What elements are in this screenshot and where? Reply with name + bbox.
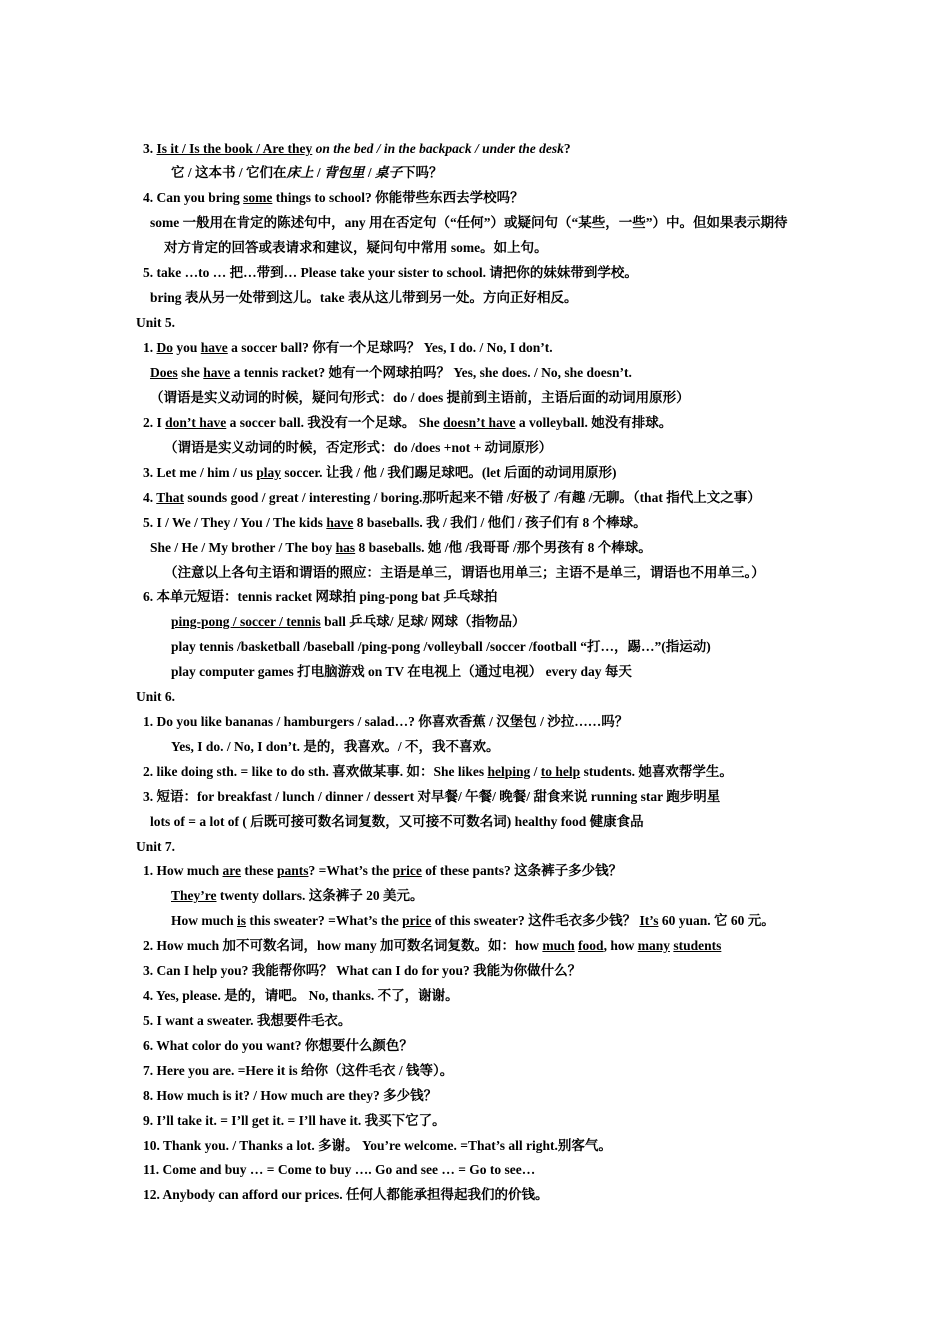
underlined-text: some [243, 190, 273, 205]
underlined-text: helping [487, 764, 531, 779]
text-run: 8 baseballs. 她 /他 /我哥哥 /那个男孩有 8 个棒球。 [355, 540, 652, 555]
text-run: 对方肯定的回答或表请求和建议，疑问句中常用 some。如上句。 [164, 240, 548, 255]
text-line [143, 140, 571, 158]
text-run: you [173, 340, 201, 355]
text-line [143, 1137, 612, 1155]
text-line [171, 613, 526, 631]
text-run: twenty dollars. 这条裤子 20 美元。 [216, 888, 424, 903]
text-run: 2. How much 加不可数名词，how many 加可数名词复数。如：how [143, 938, 543, 953]
text-run: Unit 7. [136, 839, 176, 854]
text-line [143, 987, 459, 1005]
text-line [143, 788, 720, 806]
underlined-text: pants [277, 863, 309, 878]
text-line [164, 564, 765, 582]
text-line [143, 514, 647, 532]
text-run: 2. like doing sth. = like to do sth. 喜欢做某事. 如：She likes [143, 764, 488, 779]
text-line [143, 962, 581, 980]
underlined-text: It’s [639, 913, 659, 928]
text-run: lots of = a lot of ( 后既可接可数名词复数，又可接不可数名词) healthy food 健康食品 [150, 814, 644, 829]
text-line [143, 339, 553, 357]
text-run: 11. Come and buy … = Come to buy …. Go and see … = Go to see… [143, 1162, 536, 1177]
text-run: ? [563, 141, 571, 156]
text-run: this sweater? =What’s the [246, 913, 403, 928]
text-run: 3. Let me / him / us [143, 465, 257, 480]
text-run: play tennis /basketball /baseball /ping-pong /volleyball /soccer /football “打…，踢…”(指运动) [171, 639, 711, 654]
text-line [143, 937, 721, 955]
text-run: these [241, 863, 278, 878]
text-run: Unit 5. [136, 315, 176, 330]
text-run: students. 她喜欢帮学生。 [580, 764, 733, 779]
underlined-text: Is it / Is the book / Are they [156, 141, 313, 156]
text-run: 4. [143, 490, 157, 505]
underlined-text: food [578, 938, 604, 953]
italic-text: 桌子 [375, 165, 403, 180]
text-line [150, 389, 690, 407]
text-run: 它 / 这本书 / 它们在 [171, 165, 287, 180]
underlined-text: many [637, 938, 670, 953]
text-line [143, 862, 622, 880]
text-run: a soccer ball. 我没有一个足球。 She [226, 415, 444, 430]
text-run: 8 baseballs. 我 / 我们 / 他们 / 孩子们有 8 个棒球。 [353, 515, 647, 530]
text-line [150, 214, 788, 232]
text-run: She / He / My brother / The boy [150, 540, 336, 555]
text-line [143, 713, 628, 731]
text-run: （注意以上各句主语和谓语的照应：主语是单三，谓语也用单三；主语不是单三，谓语也不用单三。） [164, 565, 765, 580]
italic-text: 背包里 [324, 165, 365, 180]
text-line [143, 1037, 413, 1055]
text-line [171, 164, 443, 182]
underlined-text: ping-pong / soccer / tennis [171, 614, 321, 629]
text-run: 5. I / We / They / You / The kids [143, 515, 327, 530]
underlined-text: have [203, 365, 231, 380]
underlined-text: have [200, 340, 228, 355]
underlined-text: students [673, 938, 722, 953]
underlined-text: price [392, 863, 422, 878]
text-run: some 一般用在肯定的陈述句中，any 用在否定句（“任何”）或疑问句（“某些，一些”）中。但如果表示期待 [150, 215, 788, 230]
text-run: / [313, 165, 325, 180]
text-run: of these pants? 这条裤子多少钱？ [421, 863, 623, 878]
text-line [143, 588, 497, 606]
text-run: , how [603, 938, 638, 953]
text-line [150, 289, 578, 307]
underlined-text: is [237, 913, 247, 928]
underlined-text: That [156, 490, 185, 505]
underlined-text: price [402, 913, 432, 928]
text-line [143, 1087, 437, 1105]
text-run: 12. Anybody can afford our prices. 任何人都能承担得起我们的价钱。 [143, 1187, 549, 1202]
unit-heading [136, 838, 175, 856]
text-run: 5. I want a sweater. 我想要件毛衣。 [143, 1013, 352, 1028]
text-line [150, 364, 632, 382]
text-run: 9. I’ll take it. = I’ll get it. = I’ll have it. 我买下它了。 [143, 1113, 446, 1128]
text-run: 6. 本单元短语：tennis racket 网球拍 ping-pong bat 乒乓球拍 [143, 589, 498, 604]
text-line [164, 439, 552, 457]
text-run: ball 乒乓球/ 足球/ 网球（指物品） [320, 614, 526, 629]
text-line [143, 1186, 549, 1204]
text-line [143, 464, 616, 482]
underlined-text: Do [156, 340, 173, 355]
text-run: 4. Yes, please. 是的，请吧。 No, thanks. 不了，谢谢。 [143, 988, 459, 1003]
underlined-text: They’re [171, 888, 217, 903]
underlined-text: much [542, 938, 575, 953]
text-line [143, 1112, 446, 1130]
text-run: 60 yuan. 它 60 元。 [658, 913, 775, 928]
text-line [150, 813, 644, 831]
underlined-text: don’t have [165, 415, 227, 430]
text-line [171, 663, 632, 681]
text-run: things to school? 你能带些东西去学校吗？ [272, 190, 524, 205]
text-line [150, 539, 652, 557]
text-run: 3. 短语：for breakfast / lunch / dinner / dessert 对早餐/ 午餐/ 晚餐/ 甜食来说 running star 跑步明星 [143, 789, 721, 804]
underlined-text: are [222, 863, 242, 878]
underlined-text: have [326, 515, 354, 530]
text-run: 4. Can you bring [143, 190, 244, 205]
text-run: play computer games 打电脑游戏 on TV 在电视上（通过电视） every day 每天 [171, 664, 632, 679]
text-line [171, 738, 500, 756]
text-run: / [530, 764, 541, 779]
unit-heading [136, 314, 175, 332]
text-line [171, 638, 711, 656]
text-run: a tennis racket? 她有一个网球拍吗？ Yes, she does. / No, she doesn’t. [230, 365, 632, 380]
text-run: she [177, 365, 204, 380]
text-run: （谓语是实义动词的时候，否定形式：do /does +not + 动词原形） [164, 440, 553, 455]
text-line [171, 912, 775, 930]
text-run: 6. What color do you want? 你想要什么颜色？ [143, 1038, 413, 1053]
italic-text: on the bed / in the backpack / under the desk [315, 141, 564, 156]
text-line [143, 414, 672, 432]
text-line [143, 264, 638, 282]
text-run: 2. I [143, 415, 166, 430]
text-run: 1. [143, 340, 157, 355]
text-run: of this sweater? 这件毛衣多少钱？ [431, 913, 640, 928]
text-line [143, 1062, 453, 1080]
text-line [143, 763, 733, 781]
text-run: bring 表从另一处带到这儿。take 表从这儿带到另一处。方向正好相反。 [150, 290, 578, 305]
text-line [143, 189, 524, 207]
text-run: soccer. 让我 / 他 / 我们踢足球吧。(let 后面的动词用原形) [281, 465, 617, 480]
text-run: 10. Thank you. / Thanks a lot. 多谢。 You’re welcome. =That’s all right.别客气。 [143, 1138, 612, 1153]
text-line [143, 1012, 351, 1030]
text-run: a soccer ball? 你有一个足球吗？ Yes, I do. / No, I don’t. [227, 340, 553, 355]
text-run: How much [171, 913, 238, 928]
underlined-text: doesn’t have [443, 415, 516, 430]
text-run: / [364, 165, 376, 180]
text-run: 1. Do you like bananas / hamburgers / salad…? 你喜欢香蕉 / 汉堡包 / 沙拉……吗？ [143, 714, 629, 729]
text-run: 8. How much is it? / How much are they? 多少钱？ [143, 1088, 438, 1103]
text-run: Unit 6. [136, 689, 176, 704]
text-run: 3. Can I help you? 我能帮你吗？ What can I do for you? 我能为你做什么？ [143, 963, 582, 978]
italic-text: 床上 [286, 165, 314, 180]
text-run: Yes, I do. / No, I don’t. 是的，我喜欢。/ 不，我不喜欢。 [171, 739, 500, 754]
text-run: ? =What’s the [308, 863, 393, 878]
text-run: （谓语是实义动词的时候，疑问句形式：do / does 提前到主语前，主语后面的动词用原形） [150, 390, 690, 405]
underlined-text: play [256, 465, 282, 480]
text-line [143, 489, 761, 507]
text-run: 1. How much [143, 863, 223, 878]
unit-heading [136, 688, 175, 706]
text-run: a volleyball. 她没有排球。 [515, 415, 673, 430]
text-line [143, 1161, 535, 1179]
text-run: 7. Here you are. =Here it is 给你（这件毛衣 / 钱等）。 [143, 1063, 454, 1078]
text-run: 下吗？ [402, 165, 443, 180]
text-run: sounds good / great / interesting / boring.那听起来不错 /好极了 /有趣 /无聊。（that 指代上文之事） [184, 490, 761, 505]
text-line [171, 887, 424, 905]
underlined-text: has [335, 540, 356, 555]
underlined-text: to help [540, 764, 581, 779]
underlined-text: Does [150, 365, 178, 380]
text-run: 5. take …to … 把…带到… Please take your sister to school. 请把你的妹妹带到学校。 [143, 265, 638, 280]
text-line [164, 239, 548, 257]
text-run: 3. [143, 141, 157, 156]
